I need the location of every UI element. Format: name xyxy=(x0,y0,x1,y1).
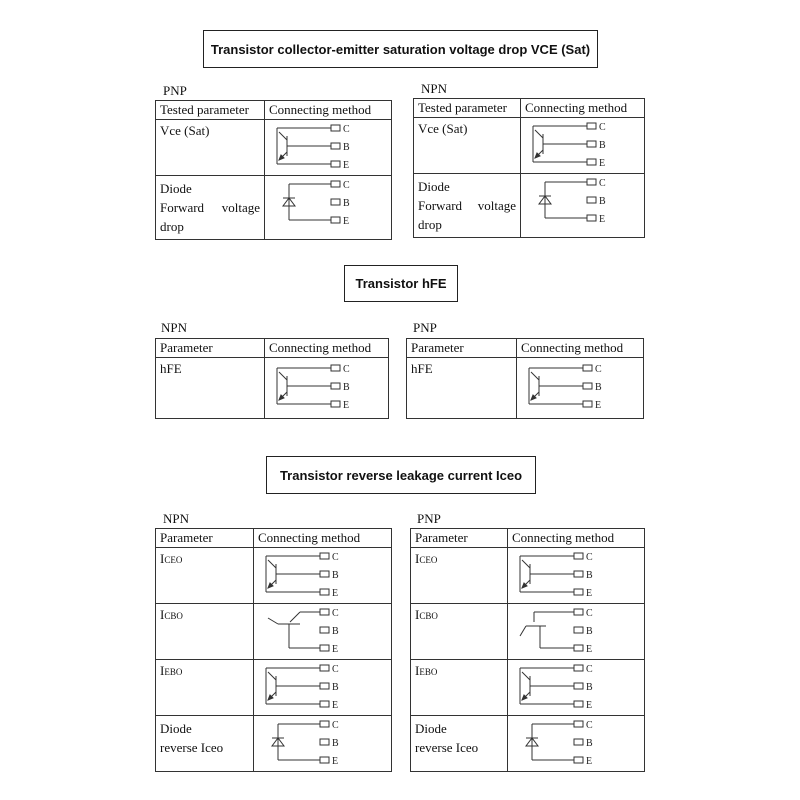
pnp-label: PNP xyxy=(413,320,437,335)
header-method: Connecting method xyxy=(517,339,644,358)
pnp-label: PNP xyxy=(417,511,441,526)
param-cell: Diode reverse Iceo xyxy=(411,716,508,772)
hfe-pnp-table xyxy=(406,338,644,419)
pnp-label: PNP xyxy=(163,83,187,98)
table-row xyxy=(156,548,392,604)
table-row xyxy=(156,716,392,772)
param-cell: Diode Forward voltage drop xyxy=(156,176,265,240)
svg-text:E: E xyxy=(343,400,350,411)
vce-npn-table xyxy=(413,98,645,238)
svg-text:E: E xyxy=(343,160,350,171)
svg-text:B: B xyxy=(586,682,593,693)
header-parameter: Tested parameter xyxy=(156,101,265,120)
svg-text:E: E xyxy=(332,756,339,767)
svg-text:B: B xyxy=(599,196,606,207)
svg-text:B: B xyxy=(332,626,339,637)
header-parameter: Parameter xyxy=(411,529,508,548)
param-cell: IEBO xyxy=(156,660,254,716)
svg-text:B: B xyxy=(332,570,339,581)
table-header-row xyxy=(407,339,644,358)
svg-text:E: E xyxy=(332,588,339,599)
svg-text:E: E xyxy=(343,216,350,227)
transistor-diagram xyxy=(254,604,392,660)
param-cell: ICBO xyxy=(411,604,508,660)
param-cell: Vce (Sat) xyxy=(156,120,265,176)
transistor-diagram xyxy=(254,660,392,716)
section-title-hfe xyxy=(344,265,458,302)
svg-text:C: C xyxy=(599,122,606,133)
table-row xyxy=(156,176,392,240)
svg-text:E: E xyxy=(595,400,602,411)
header-parameter: Parameter xyxy=(156,529,254,548)
svg-text:B: B xyxy=(586,626,593,637)
header-parameter: Parameter xyxy=(156,339,265,358)
transistor-diagram xyxy=(508,660,645,716)
param-cell: ICEO xyxy=(411,548,508,604)
svg-text:E: E xyxy=(599,214,606,225)
header-method: Connecting method xyxy=(265,339,389,358)
svg-text:B: B xyxy=(332,738,339,749)
diode-diagram xyxy=(521,174,645,238)
transistor-diagram xyxy=(521,118,645,174)
svg-text:E: E xyxy=(599,158,606,169)
table-row xyxy=(411,660,645,716)
svg-text:B: B xyxy=(586,738,593,749)
svg-text:E: E xyxy=(332,700,339,711)
table-header-row xyxy=(411,529,645,548)
table-row xyxy=(414,118,645,174)
diode-diagram xyxy=(254,716,392,772)
transistor-diagram xyxy=(265,120,392,176)
svg-text:C: C xyxy=(595,364,602,375)
table-row xyxy=(156,120,392,176)
svg-text:C: C xyxy=(343,364,350,375)
section-title-text: Transistor hFE xyxy=(355,276,447,291)
iceo-npn-table xyxy=(155,528,392,772)
param-cell: Diode Forward voltage drop xyxy=(414,174,521,238)
svg-text:C: C xyxy=(586,608,593,619)
svg-text:B: B xyxy=(343,142,350,153)
table-row xyxy=(411,548,645,604)
param-cell: Vce (Sat) xyxy=(414,118,521,174)
svg-text:E: E xyxy=(586,700,593,711)
transistor-diagram xyxy=(265,358,389,419)
svg-text:B: B xyxy=(595,382,602,393)
param-cell: hFE xyxy=(407,358,517,419)
header-method: Connecting method xyxy=(265,101,392,120)
npn-label: NPN xyxy=(163,511,190,526)
svg-text:C: C xyxy=(586,664,593,675)
param-cell: hFE xyxy=(156,358,265,419)
svg-text:C: C xyxy=(586,552,593,563)
table-header-row xyxy=(414,99,645,118)
svg-text:B: B xyxy=(343,198,350,209)
table-row xyxy=(407,358,644,419)
svg-text:B: B xyxy=(332,682,339,693)
svg-text:C: C xyxy=(332,720,339,731)
table-header-row xyxy=(156,529,392,548)
section-title-vce-sat xyxy=(203,30,598,68)
diode-diagram xyxy=(508,716,645,772)
table-row xyxy=(414,174,645,238)
svg-text:C: C xyxy=(599,178,606,189)
svg-text:C: C xyxy=(586,720,593,731)
section-title-text: Transistor reverse leakage current Iceo xyxy=(279,467,523,483)
transistor-diagram xyxy=(517,358,644,419)
param-cell: IEBO xyxy=(411,660,508,716)
header-parameter: Parameter xyxy=(407,339,517,358)
iceo-pnp-table xyxy=(410,528,645,772)
table-row xyxy=(156,358,389,419)
svg-text:E: E xyxy=(586,588,593,599)
transistor-diagram xyxy=(254,548,392,604)
transistor-diagram xyxy=(508,548,645,604)
svg-text:B: B xyxy=(599,140,606,151)
svg-text:E: E xyxy=(332,644,339,655)
section-title-iceo xyxy=(266,456,536,494)
svg-text:C: C xyxy=(343,124,350,135)
table-row xyxy=(156,604,392,660)
table-header-row xyxy=(156,101,392,120)
transistor-diagram xyxy=(508,604,645,660)
table-row xyxy=(156,660,392,716)
table-header-row xyxy=(156,339,389,358)
svg-text:C: C xyxy=(343,180,350,191)
param-cell: ICBO xyxy=(156,604,254,660)
svg-text:B: B xyxy=(586,570,593,581)
svg-text:C: C xyxy=(332,664,339,675)
svg-text:E: E xyxy=(586,644,593,655)
header-method: Connecting method xyxy=(508,529,645,548)
header-method: Connecting method xyxy=(254,529,392,548)
diode-diagram xyxy=(265,176,392,240)
param-cell: Diode reverse Iceo xyxy=(156,716,254,772)
npn-label: NPN xyxy=(161,320,188,335)
header-parameter: Tested parameter xyxy=(414,99,521,118)
vce-pnp-table xyxy=(155,100,392,240)
header-method: Connecting method xyxy=(521,99,645,118)
section-title-text: Transistor collector-emitter saturation voltage drop VCE (Sat) xyxy=(210,41,591,57)
param-cell: ICEO xyxy=(156,548,254,604)
svg-text:C: C xyxy=(332,552,339,563)
npn-label: NPN xyxy=(421,81,448,96)
svg-text:B: B xyxy=(343,382,350,393)
table-row xyxy=(411,716,645,772)
svg-text:C: C xyxy=(332,608,339,619)
table-row xyxy=(411,604,645,660)
hfe-npn-table xyxy=(155,338,389,419)
svg-text:E: E xyxy=(586,756,593,767)
